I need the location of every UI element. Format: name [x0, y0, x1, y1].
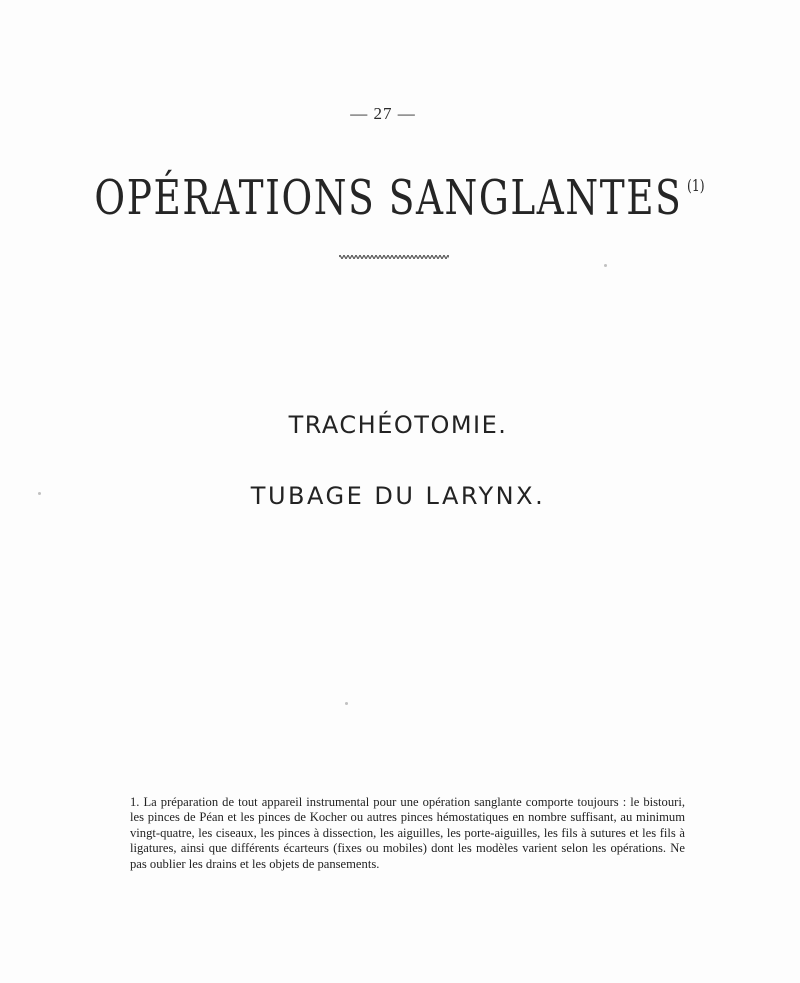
chapter-title — [88, 170, 712, 226]
chapter-title-text: OPÉRATIONS SANGLANTES — [94, 170, 683, 226]
paper-speck — [345, 702, 348, 705]
section-heading-tracheotomie: TRACHÉOTOMIE. — [288, 411, 508, 439]
footnote-marker: (1) — [687, 176, 705, 195]
paper-speck — [38, 492, 41, 495]
paper-speck — [604, 264, 607, 267]
page-number: — 27 — — [350, 104, 416, 123]
footnote-text: 1. La préparation de tout appareil instrumental pour une opération sanglante comporte toujours : le bistouri, les pinces de Péan et les pinces de Kocher ou autres pinces hémostatiques en nombre suffisant, au minimum vingt-quatre, les ciseaux, les pinces à dissection, les aiguilles, les porte-aiguilles, les fils à sutures et les fils à ligatures, ainsi que différents écarteurs (fixes ou mobiles) dont les modèles varient selon les opérations. Ne pas oublier les drains et les objets de pansements. — [130, 795, 685, 871]
decorative-wavy-rule — [339, 251, 449, 263]
section-heading-tubage: TUBAGE DU LARYNX. — [250, 482, 546, 510]
